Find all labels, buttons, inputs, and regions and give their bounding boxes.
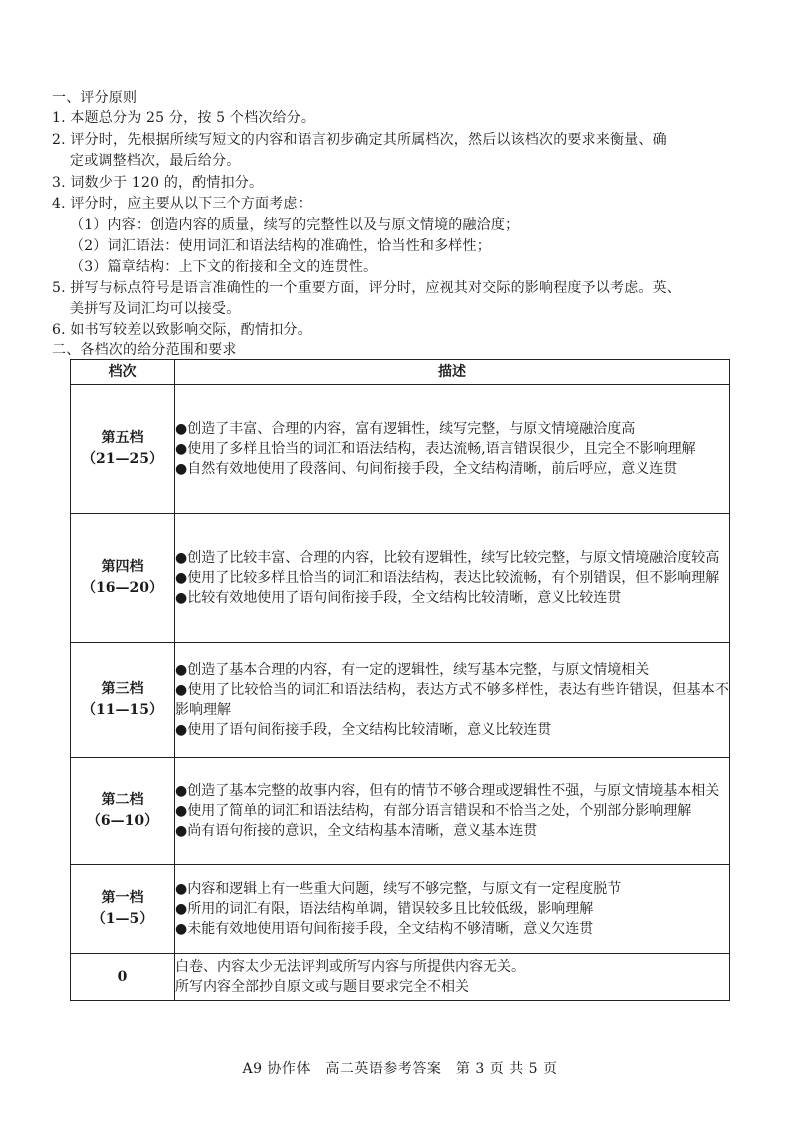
grade-cell — [71, 758, 175, 865]
grade-range: （16—20） — [82, 580, 163, 596]
grade-label: 第三档 — [101, 681, 144, 697]
table-row — [71, 643, 730, 758]
grade-range: （1—5） — [91, 911, 154, 927]
rule-2-continued: 定或调整档次，最后给分。 — [70, 153, 241, 169]
section1-heading: 一、评分原则 — [52, 90, 138, 106]
description-item: ●创造了基本完整的故事内容，但有的情节不够合理或逻辑性不强，与原文情境基本相关 — [175, 783, 720, 799]
table-row — [71, 758, 730, 865]
rule-4-vocabulary: （2）词汇语法：使用词汇和语法结构的准确性，恰当性和多样性； — [70, 238, 491, 254]
description-cell — [175, 758, 730, 865]
description-cell — [175, 865, 730, 954]
grading-table — [70, 359, 730, 1001]
description-item: ●创造了丰富、合理的内容，富有逻辑性，续写完整，与原文情境融洽度高 — [175, 421, 636, 437]
rule-1: 1. 本题总分为 25 分，按 5 个档次给分。 — [52, 110, 316, 126]
grade-range: （6—10） — [86, 813, 159, 829]
rule-4: 4. 评分时，应主要从以下三个方面考虑： — [52, 196, 312, 212]
rule-3: 3. 词数少于 120 的，酌情扣分。 — [52, 175, 264, 191]
grade-label: 第二档 — [101, 792, 144, 808]
description-item: ●创造了基本合理的内容，有一定的逻辑性，续写基本完整，与原文情境相关 — [175, 662, 650, 678]
description-item: ●创造了比较丰富、合理的内容，比较有逻辑性，续写比较完整，与原文情境融洽度较高 — [175, 550, 720, 566]
description-item: ●使用了语句间衔接手段，全文结构比较清晰，意义比较连贯 — [175, 722, 552, 738]
table-row — [71, 514, 730, 643]
description-cell — [175, 514, 730, 643]
rule-5-continued: 美拼写及词汇均可以接受。 — [70, 301, 241, 317]
table-header-row — [71, 360, 730, 385]
grade-cell — [71, 385, 175, 514]
description-item: ●比较有效地使用了语句间衔接手段，全文结构比较清晰，意义比较连贯 — [175, 590, 622, 606]
rule-4-content: （1）内容：创造内容的质量，续写的完整性以及与原文情境的融洽度； — [70, 217, 520, 233]
description-item: ●使用了多样且恰当的词汇和语法结构，表达流畅,语言错误很少，且完全不影响理解 — [175, 441, 696, 457]
description-item: 白卷、内容太少无法评判或所写内容与所提供内容无关。 — [175, 959, 525, 975]
grade-cell — [71, 865, 175, 954]
grade-range: （21—25） — [82, 451, 163, 467]
description-item: ●使用了比较恰当的词汇和语法结构，表达方式不够多样性，表达有些许错误，但基本不影响理解 — [175, 682, 729, 718]
header-grade: 档次 — [71, 360, 175, 385]
table-row — [71, 385, 730, 514]
page-footer: A9 协作体 高二英语参考答案 第 3 页 共 5 页 — [242, 1061, 558, 1077]
description-cell — [175, 385, 730, 514]
description-item: ●自然有效地使用了段落间、句间衔接手段，全文结构清晰，前后呼应，意义连贯 — [175, 461, 678, 477]
description-cell — [175, 643, 730, 758]
grade-cell — [71, 643, 175, 758]
grade-label: 0 — [117, 968, 128, 985]
grade-cell — [71, 514, 175, 643]
rule-2: 2. 评分时，先根据所续写短文的内容和语言初步确定其所属档次，然后以该档次的要求来衡量、确 — [52, 132, 667, 148]
description-item: ●使用了简单的词汇和语法结构，有部分语言错误和不恰当之处，个别部分影响理解 — [175, 803, 692, 819]
description-item: ●尚有语句衔接的意识，全文结构基本清晰，意义基本连贯 — [175, 823, 538, 839]
description-item: 所写内容全部抄自原文或与题目要求完全不相关 — [175, 979, 469, 995]
grade-label: 第五档 — [101, 430, 144, 446]
description-item: ●未能有效地使用语句间衔接手段，全文结构不够清晰，意义欠连贯 — [175, 921, 594, 937]
table-row — [71, 865, 730, 954]
grade-cell — [71, 954, 175, 1001]
rule-5: 5. 拼写与标点符号是语言准确性的一个重要方面，评分时，应视其对交际的影响程度予以考虑。英、 — [52, 280, 682, 296]
description-item: ●使用了比较多样且恰当的词汇和语法结构，表达比较流畅，有个别错误，但不影响理解 — [175, 570, 720, 586]
table-row — [71, 954, 730, 1001]
rule-6: 6. 如书写较差以致影响交际，酌情扣分。 — [52, 322, 312, 338]
header-description: 描述 — [175, 360, 730, 385]
rule-4-structure: （3）篇章结构：上下文的衔接和全文的连贯性。 — [70, 259, 378, 275]
section2-heading: 二、各档次的给分范围和要求 — [52, 342, 237, 358]
grade-label: 第四档 — [101, 559, 144, 575]
description-item: ●内容和逻辑上有一些重大问题，续写不够完整，与原文有一定程度脱节 — [175, 881, 622, 897]
grade-label: 第一档 — [101, 890, 144, 906]
description-item: ●所用的词汇有限，语法结构单调，错误较多且比较低级，影响理解 — [175, 901, 594, 917]
description-cell — [175, 954, 730, 1001]
grade-range: （11—15） — [82, 702, 163, 718]
